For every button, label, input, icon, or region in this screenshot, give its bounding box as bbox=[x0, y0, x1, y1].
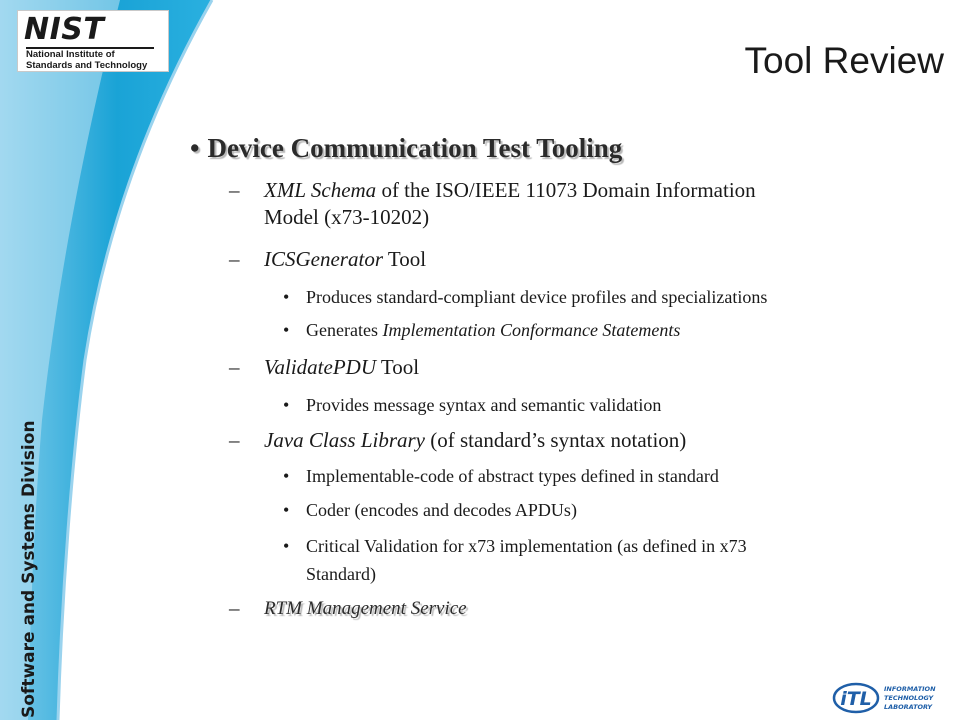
sub-item-text: Provides message syntax and semantic validation bbox=[306, 395, 662, 415]
sub-item-plain: Generates bbox=[306, 320, 383, 340]
sub-item-text-line2: Standard) bbox=[306, 564, 376, 584]
item-text-line2: Model (x73-10202) bbox=[264, 205, 430, 229]
itl-line1: INFORMATION bbox=[884, 685, 936, 693]
heading-bullet bbox=[190, 133, 622, 164]
dash-icon: – bbox=[229, 178, 240, 202]
sub-item-text: Coder (encodes and decodes APDUs) bbox=[306, 500, 577, 520]
item-name: RTM Management Service bbox=[264, 598, 467, 619]
bullet-icon: • bbox=[283, 320, 290, 340]
item-text bbox=[264, 177, 756, 204]
bullet-icon: • bbox=[190, 133, 200, 163]
item-text bbox=[264, 427, 686, 454]
dash-icon: – bbox=[229, 596, 240, 620]
item-name: ICSGenerator bbox=[264, 247, 383, 271]
itl-mark: iTL bbox=[840, 688, 872, 710]
item-text bbox=[264, 246, 426, 273]
item-rest: (of standard’s syntax notation) bbox=[425, 428, 687, 452]
bullet-icon: • bbox=[283, 287, 290, 307]
sub-item-text: Implementable-code of abstract types defined in standard bbox=[306, 466, 719, 486]
item-name: XML Schema bbox=[264, 178, 377, 202]
sub-item-text: Produces standard-compliant device profiles and specializations bbox=[306, 287, 768, 307]
sub-item-italic: Implementation Conformance Statements bbox=[382, 320, 681, 340]
bullet-icon: • bbox=[283, 500, 290, 520]
sub-item-text bbox=[306, 318, 680, 342]
nist-subtitle-line2: Standards and Technology bbox=[26, 59, 148, 71]
bullet-icon: • bbox=[283, 536, 290, 556]
item-rest: Tool bbox=[383, 247, 427, 271]
item-name: ValidatePDU bbox=[264, 355, 376, 379]
item-name: Java Class Library bbox=[264, 428, 426, 452]
dash-icon: – bbox=[229, 428, 240, 452]
dash-icon: – bbox=[229, 247, 240, 271]
itl-logo bbox=[832, 680, 950, 716]
dash-icon: – bbox=[229, 355, 240, 379]
side-label-text: Software and Systems Division bbox=[19, 420, 39, 718]
bullet-icon: • bbox=[283, 395, 290, 415]
nist-subtitle-line1: National Institute of bbox=[26, 49, 115, 60]
itl-line2: TECHNOLOGY bbox=[884, 694, 934, 702]
sub-item-text: Critical Validation for x73 implementation (as defined in x73 bbox=[306, 536, 747, 556]
item-text bbox=[264, 354, 419, 381]
item-rest: Tool bbox=[375, 355, 420, 379]
slide-title: Tool Review bbox=[744, 40, 944, 81]
nist-wordmark: NIST bbox=[24, 12, 105, 47]
bullet-icon: • bbox=[283, 466, 290, 486]
heading-text: Device Communication Test Tooling bbox=[207, 133, 623, 163]
item-rest: of the ISO/IEEE 11073 Domain Information bbox=[376, 178, 756, 202]
itl-line3: LABORATORY bbox=[884, 703, 933, 711]
